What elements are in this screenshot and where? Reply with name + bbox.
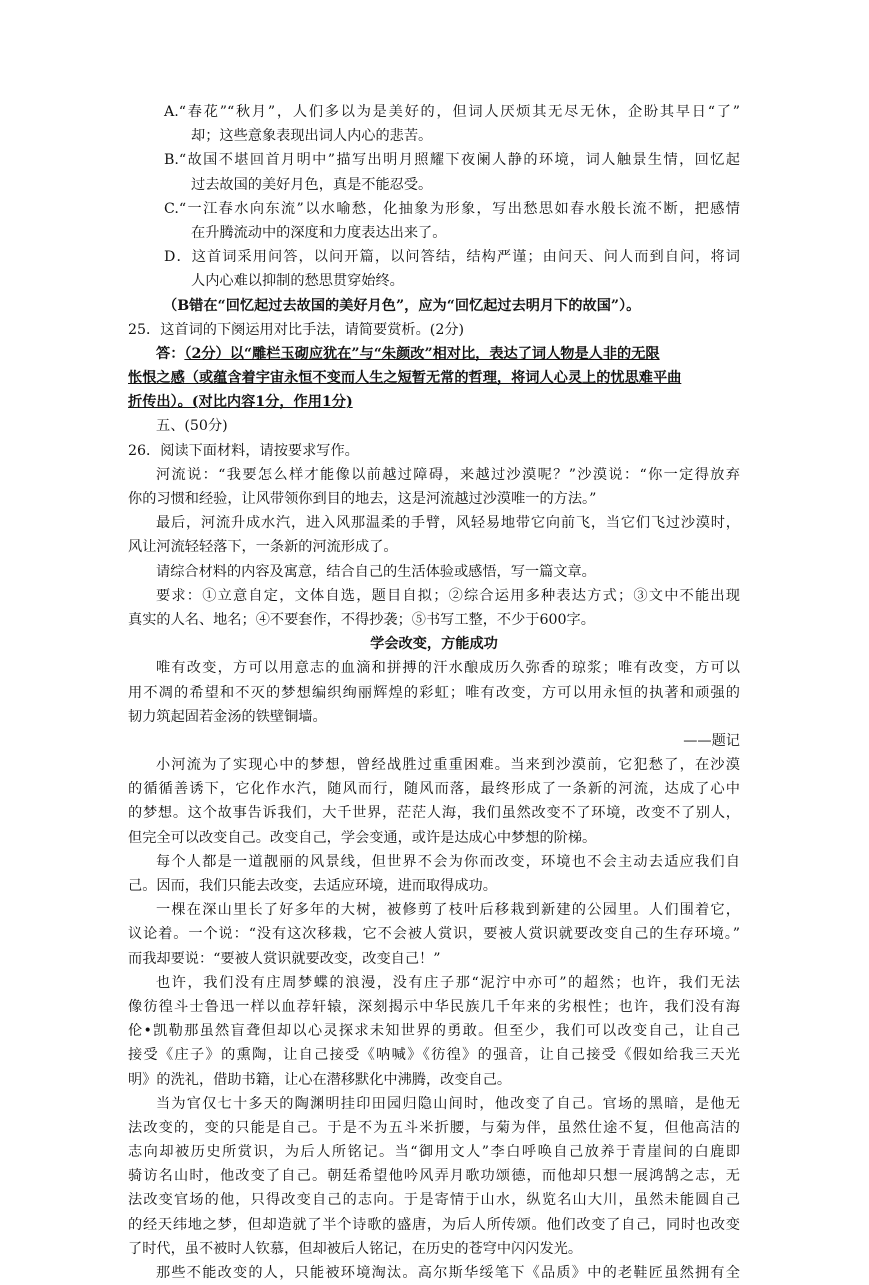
essay-p1-line-3: 的梦想。这个故事告诉我们，大千世界，茫茫人海，我们虽然改变不了环境，改变不了别人，	[128, 805, 740, 822]
essay-p4-line-3: 伦•凯勒那虽然盲聋但却以心灵探求未知世界的勇敢。但至少，我们可以改变自己，让自己	[128, 1023, 740, 1040]
option-b-line-1: B.“故国不堪回首月明中”描写出明月照耀下夜阑人静的环境，词人触景生情，回忆起	[164, 152, 740, 169]
material-p1-line-1: 河流说：“我要怎么样才能像以前越过障碍，来越过沙漠呢？”沙漠说：“你一定得放弃	[156, 466, 740, 483]
essay-p5-line-6: 的经天纬地之梦，但却造就了半个诗歌的盛唐，为后人所传颂。他们改变了自己，同时也改变	[128, 1216, 740, 1233]
question-25: 25．这首词的下阕运用对比手法，请简要赏析。(2分)	[128, 321, 465, 338]
requirements-line-1: 要求：①立意自定，文体自选，题目自拟；②综合运用多种表达方式；③文中不能出现	[156, 587, 740, 604]
essay-p6-line-1: 那些不能改变的人，只能被环境淘汰。高尔斯华绥笔下《品质》中的老鞋匠虽然拥有全	[156, 1265, 740, 1281]
epigraph-signature: ——题记	[683, 732, 740, 749]
exam-page	[128, 100, 740, 1285]
option-a-line-2: 却；这些意象表现出词人内心的悲苦。	[191, 128, 433, 145]
option-c-line-1: C.“一江春水向东流”以水喻愁，化抽象为形象，写出愁思如春水般长流不断，把感情	[164, 200, 740, 217]
essay-p4-line-2: 像彷徨斗士鲁迅一样以血荐轩辕，深刻揭示中华民族几千年来的劣根性；也许，我们没有海	[128, 998, 740, 1015]
answer-prefix: 答：	[156, 345, 185, 362]
essay-p5-line-3: 志向却被历史所赏识，为后人所铭记。当“御用文人”李白呼唤自己放养于青崖间的白鹿即	[128, 1144, 740, 1161]
task-instruction: 请综合材料的内容及寓意，结合自己的生活体验或感悟，写一篇文章。	[156, 563, 596, 580]
answer-note: （B错在“回忆起过去故国的美好月色”，应为“回忆起过去明月下的故国”）。	[163, 297, 641, 314]
q25-answer-line-1	[128, 342, 740, 366]
essay-p2-line-2: 己。因而，我们只能去改变，去适应环境，进而取得成功。	[128, 878, 497, 894]
essay-p3-line-3: 而我却要说：“要被人赏识就要改变，改变自己！”	[128, 950, 441, 967]
epigraph-line-3: 韧力筑起固若金汤的铁壁铜墙。	[128, 708, 327, 725]
essay-p1-line-1: 小河流为了实现心中的梦想，曾经战胜过重重困难。当来到沙漠前，它犯愁了，在沙漠	[156, 757, 740, 774]
essay-p4-line-4: 接受《庄子》的熏陶，让自己接受《呐喊》《彷徨》的强音，让自己接受《假如给我三天光	[128, 1047, 740, 1064]
essay-p4-line-5: 明》的洗礼，借助书籍，让心在潜移默化中沸腾，改变自己。	[128, 1071, 512, 1088]
requirements-line-2: 真实的人名、地名；④不要套作，不得抄袭；⑤书写工整，不少于600字。	[128, 611, 595, 628]
material-p2-line-2: 风让河流轻轻落下，一条新的河流形成了。	[128, 539, 398, 556]
material-p2-line-1: 最后，河流升成水汽，进入风那温柔的手臂，风轻易地带它向前飞，当它们飞过沙漠时，	[156, 515, 740, 532]
essay-p5-line-7: 了时代，虽不被时人钦慕，但却被后人铭记，在历史的苍穹中闪闪发光。	[128, 1240, 583, 1257]
essay-p5-line-4: 骑访名山时，他改变了自己。朝廷希望他吟风弄月歌功颂德，而他却只想一展鸿鹄之志，无	[128, 1168, 740, 1185]
material-p1-line-2: 你的习惯和经验，让风带领你到目的地去，这是河流越过沙漠唯一的方法。”	[128, 491, 597, 507]
q25-answer-line-3: 折传出）。(对比内容1分，作用1分)	[128, 394, 353, 411]
essay-p1-line-4: 但完全可以改变自己。改变自己，学会变通，或许是达成心中梦想的阶梯。	[128, 829, 597, 846]
essay-p5-line-1: 当为官仅七十多天的陶渊明挂印田园归隐山间时，他改变了自己。官场的黑暗，是他无	[156, 1095, 740, 1112]
option-d-line-1: D．这首词采用问答，以问开篇，以问答结，结构严谨；由问天、问人而到自问，将词	[164, 249, 740, 266]
question-26: 26．阅读下面材料，请按要求写作。	[128, 442, 359, 459]
epigraph-line-1: 唯有改变，方可以用意志的血滴和拼搏的汗水酿成历久弥香的琼浆；唯有改变，方可以	[156, 660, 740, 677]
q25-answer-text-1: （2分）以“雕栏玉砌应犹在”与“朱颜改”相对比，表达了词人物是人非的无限	[184, 345, 660, 362]
q25-answer-line-2: 怅恨之感（或蕴含着宇宙永恒不变而人生之短暂无常的哲理，将词人心灵上的忧思难平曲	[128, 370, 682, 387]
option-d-line-2: 人内心难以抑制的愁思贯穿始终。	[191, 273, 404, 290]
essay-p4-line-1: 也许，我们没有庄周梦蝶的浪漫，没有庄子那“泥泞中亦可”的超然；也许，我们无法	[156, 974, 740, 991]
section-5-heading: 五、(50分)	[156, 418, 228, 435]
essay-p3-line-1: 一棵在深山里长了好多年的大树，被修剪了枝叶后移栽到新建的公园里。人们围着它，	[156, 902, 740, 919]
essay-p3-line-2: 议论着。一个说：“没有这次移栽，它不会被人赏识，要被人赏识就要改变自己的生存环境。”	[128, 926, 740, 943]
epigraph-line-2: 用不凋的希望和不灭的梦想编织绚丽辉煌的彩虹；唯有改变，方可以用永恒的执著和顽强的	[128, 684, 740, 701]
option-a-line-1: A.“春花”“秋月”，人们多以为是美好的，但词人厌烦其无尽无休，企盼其早日“了”	[164, 104, 740, 120]
essay-p1-line-2: 的循循善诱下，它化作水汽，随风而行，随风而落，最终形成了一条新的河流，达成了心中	[128, 781, 740, 798]
essay-p2-line-1: 每个人都是一道靓丽的风景线，但世界不会为你而改变，环境也不会主动去适应我们自	[156, 853, 740, 870]
essay-p5-line-2: 法改变的，变的只能是自己。于是不为五斗米折腰，与菊为伴，虽然仕途不复，但他高洁的	[128, 1119, 740, 1136]
essay-p5-line-5: 法改变官场的他，只得改变自己的志向。于是寄情于山水，纵览名山大川，虽然未能圆自己	[128, 1192, 740, 1209]
option-b-line-2: 过去故国的美好月色，真是不能忍受。	[191, 176, 433, 193]
essay-title: 学会改变，方能成功	[370, 636, 498, 653]
option-c-line-2: 在升腾流动中的深度和力度表达出来了。	[191, 224, 447, 241]
